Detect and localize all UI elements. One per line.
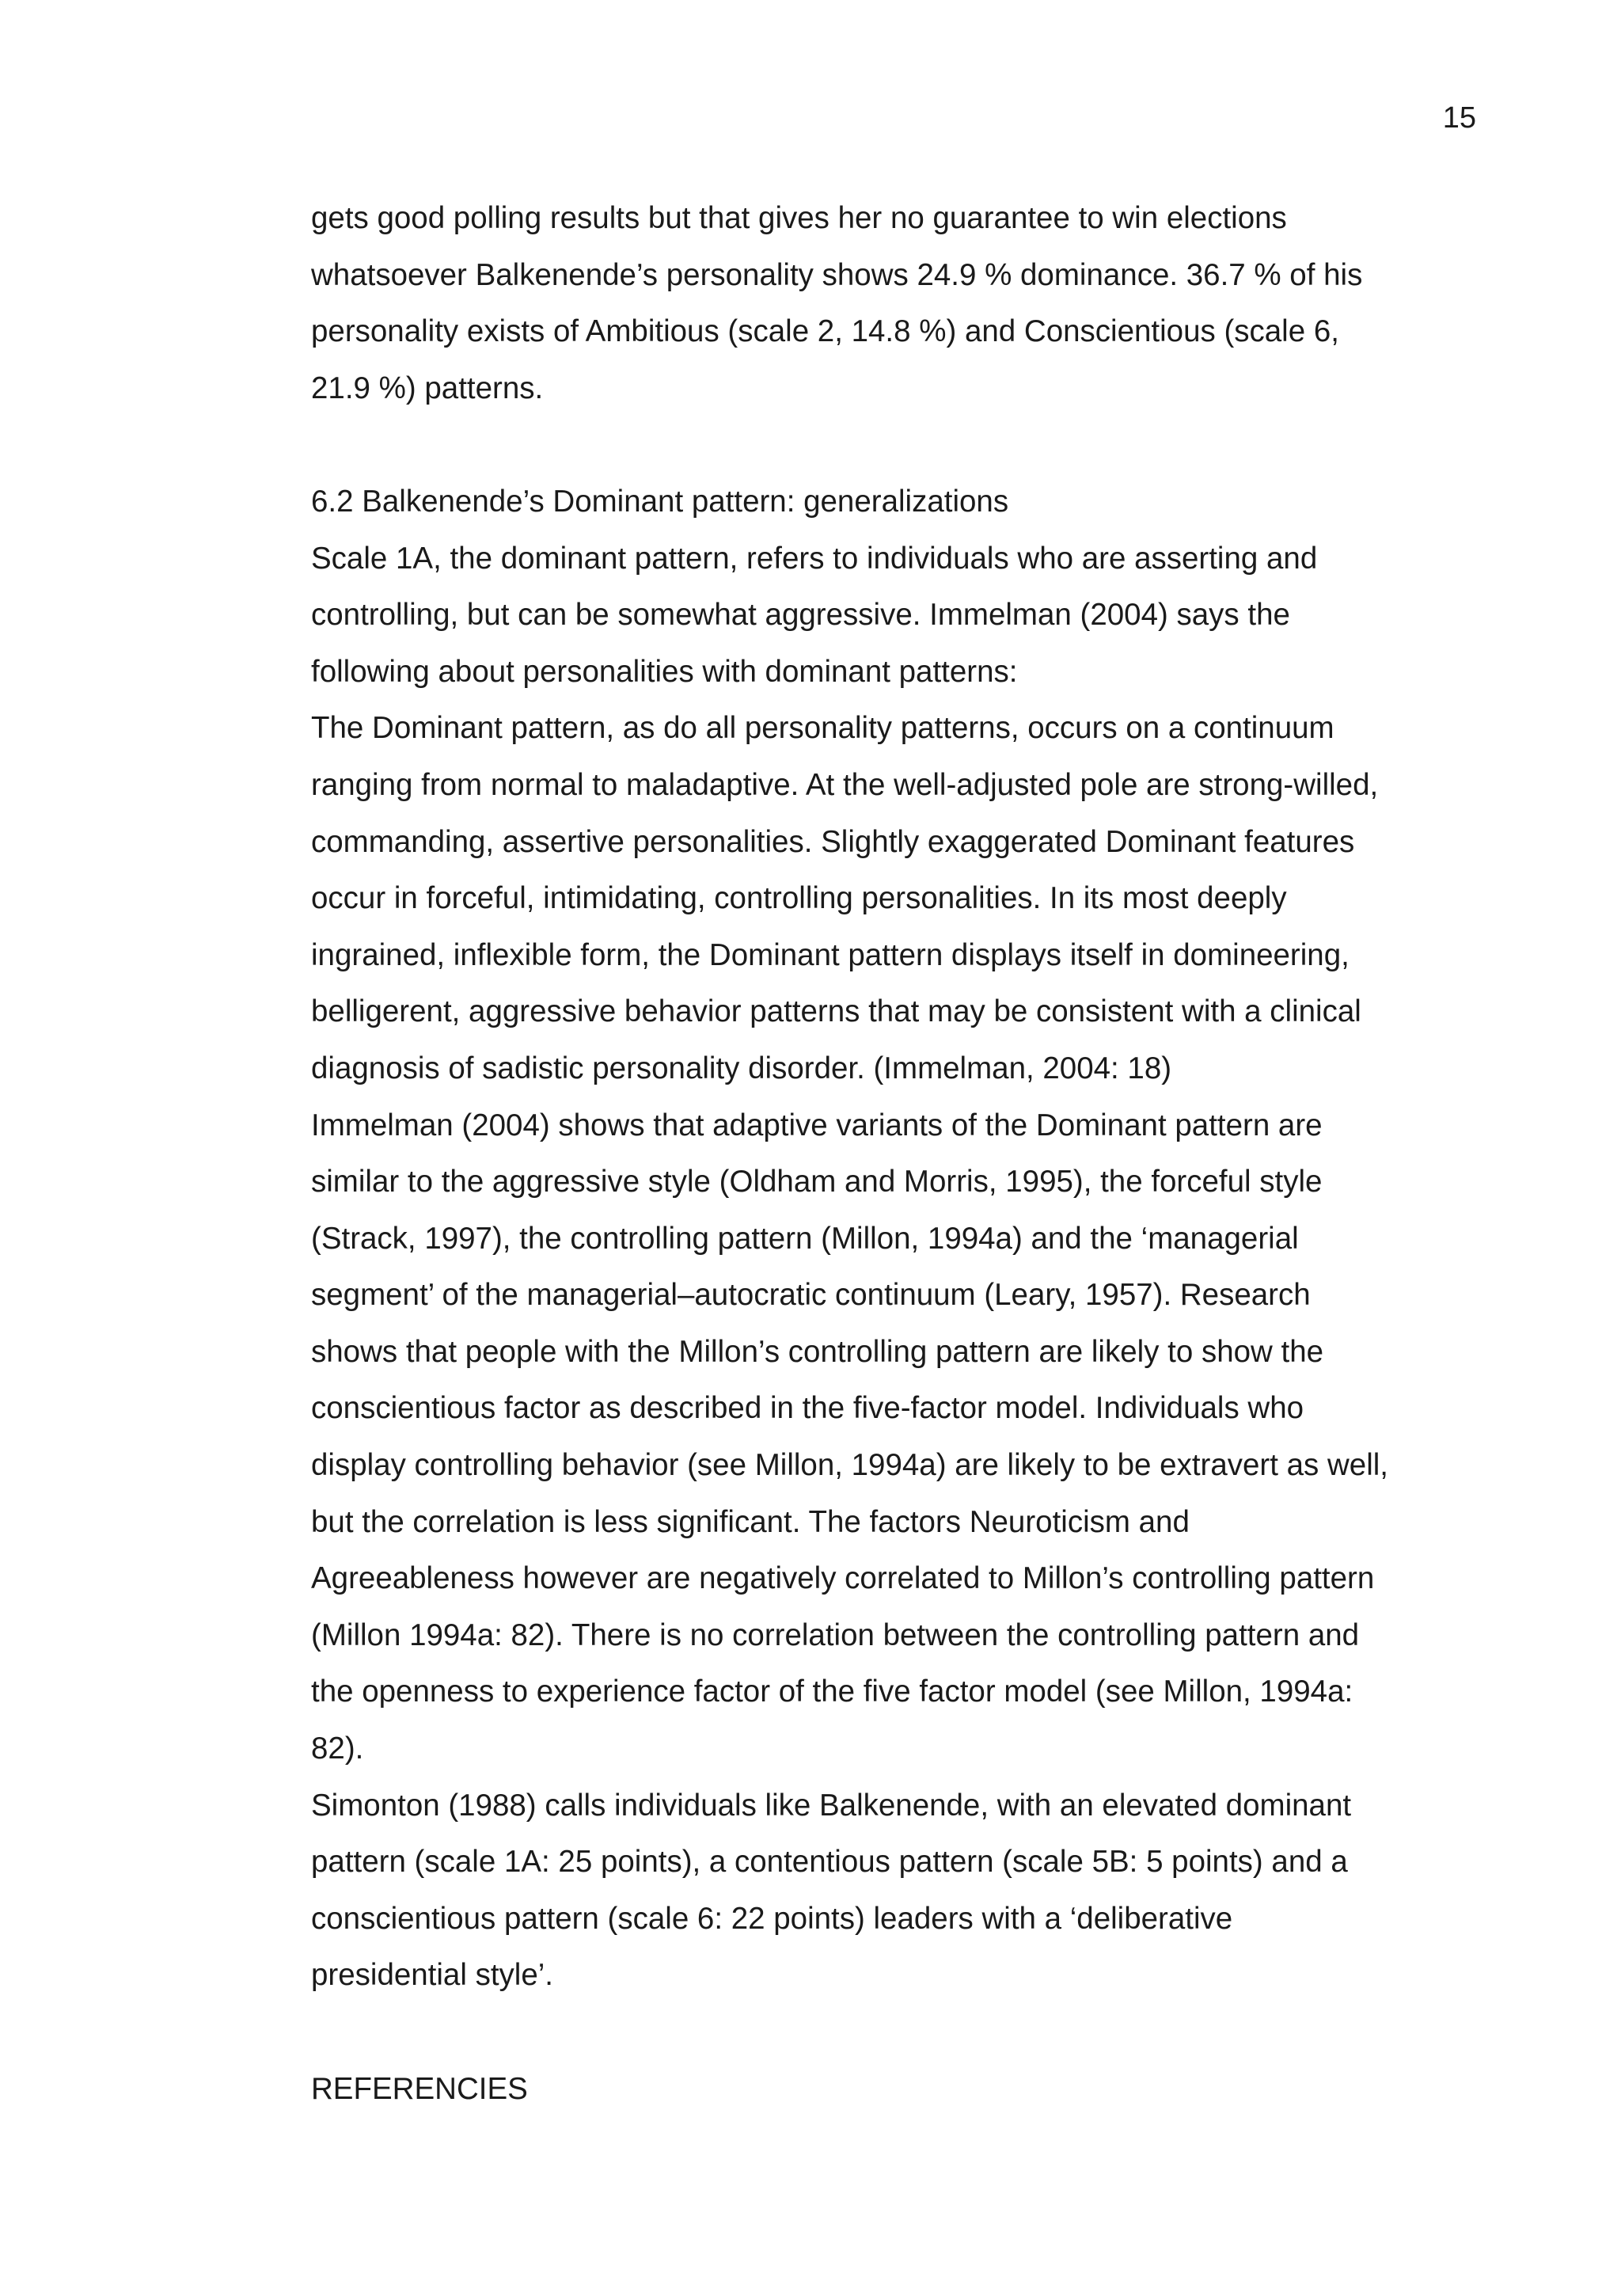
text-line: controlling, but can be somewhat aggressive. Immelman (2004) says the — [311, 598, 1290, 633]
references-heading: REFERENCIES — [311, 2071, 528, 2106]
text-line: personality exists of Ambitious (scale 2, 14.8 %) and Conscientious (scale 6, — [311, 314, 1339, 349]
text-line: Simonton (1988) calls individuals like Balkenende, with an elevated dominant — [311, 1788, 1352, 1823]
text-line: similar to the aggressive style (Oldham and Morris, 1995), the forceful style — [311, 1165, 1323, 1199]
text-line: pattern (scale 1A: 25 points), a contentious pattern (scale 5B: 5 points) and a — [311, 1845, 1348, 1880]
page-number: 15 — [1442, 101, 1476, 135]
text-line: Scale 1A, the dominant pattern, refers to individuals who are asserting and — [311, 541, 1318, 576]
section-heading: 6.2 Balkenende’s Dominant pattern: generalizations — [311, 484, 1009, 519]
quote-line: belligerent, aggressive behavior patterns that may be consistent with a clinical — [311, 994, 1361, 1029]
text-line: Immelman (2004) shows that adaptive variants of the Dominant pattern are — [311, 1108, 1323, 1142]
quote-line: commanding, assertive personalities. Slightly exaggerated Dominant features — [311, 824, 1355, 859]
paragraph-gap — [311, 416, 1482, 473]
quote-line: ingrained, inflexible form, the Dominant pattern displays itself in domineering, — [311, 937, 1350, 972]
text-line: conscientious pattern (scale 6: 22 points) leaders with a ‘deliberative — [311, 1901, 1233, 1936]
text-line: display controlling behavior (see Millon, 1994a) are likely to be extravert as well, — [311, 1448, 1388, 1483]
text-line: but the correlation is less significant. The factors Neuroticism and — [311, 1504, 1190, 1539]
quote-line: diagnosis of sadistic personality disorder. (Immelman, 2004: 18) — [311, 1051, 1172, 1085]
text-line: (Millon 1994a: 82). There is no correlation between the controlling pattern and — [311, 1617, 1360, 1652]
text-line: 21.9 %) patterns. — [311, 371, 544, 405]
quote-line: The Dominant pattern, as do all personality patterns, occurs on a continuum — [311, 711, 1334, 746]
text-line: Agreeableness however are negatively correlated to Millon’s controlling pattern — [311, 1561, 1375, 1596]
quote-line: occur in forceful, intimidating, controlling personalities. In its most deeply — [311, 881, 1287, 916]
paragraph-gap — [311, 2004, 1482, 2061]
text-line: segment’ of the managerial–autocratic continuum (Leary, 1957). Research — [311, 1278, 1311, 1313]
text-line: the openness to experience factor of the five factor model (see Millon, 1994a: — [311, 1674, 1353, 1709]
text-line: gets good polling results but that gives her no guarantee to win elections — [311, 201, 1287, 235]
text-line: shows that people with the Millon’s controlling pattern are likely to show the — [311, 1334, 1324, 1369]
text-line: conscientious factor as described in the five-factor model. Individuals who — [311, 1391, 1304, 1426]
text-line: following about personalities with dominant patterns: — [311, 654, 1018, 689]
text-line: 82). — [311, 1732, 364, 1766]
document-body — [311, 190, 1482, 2117]
text-line: whatsoever Balkenende’s personality shows 24.9 % dominance. 36.7 % of his — [311, 257, 1363, 292]
text-line: (Strack, 1997), the controlling pattern (Millon, 1994a) and the ‘managerial — [311, 1221, 1299, 1256]
quote-line: ranging from normal to maladaptive. At the well-adjusted pole are strong-willed, — [311, 767, 1379, 802]
text-line: presidential style’. — [311, 1958, 554, 1993]
